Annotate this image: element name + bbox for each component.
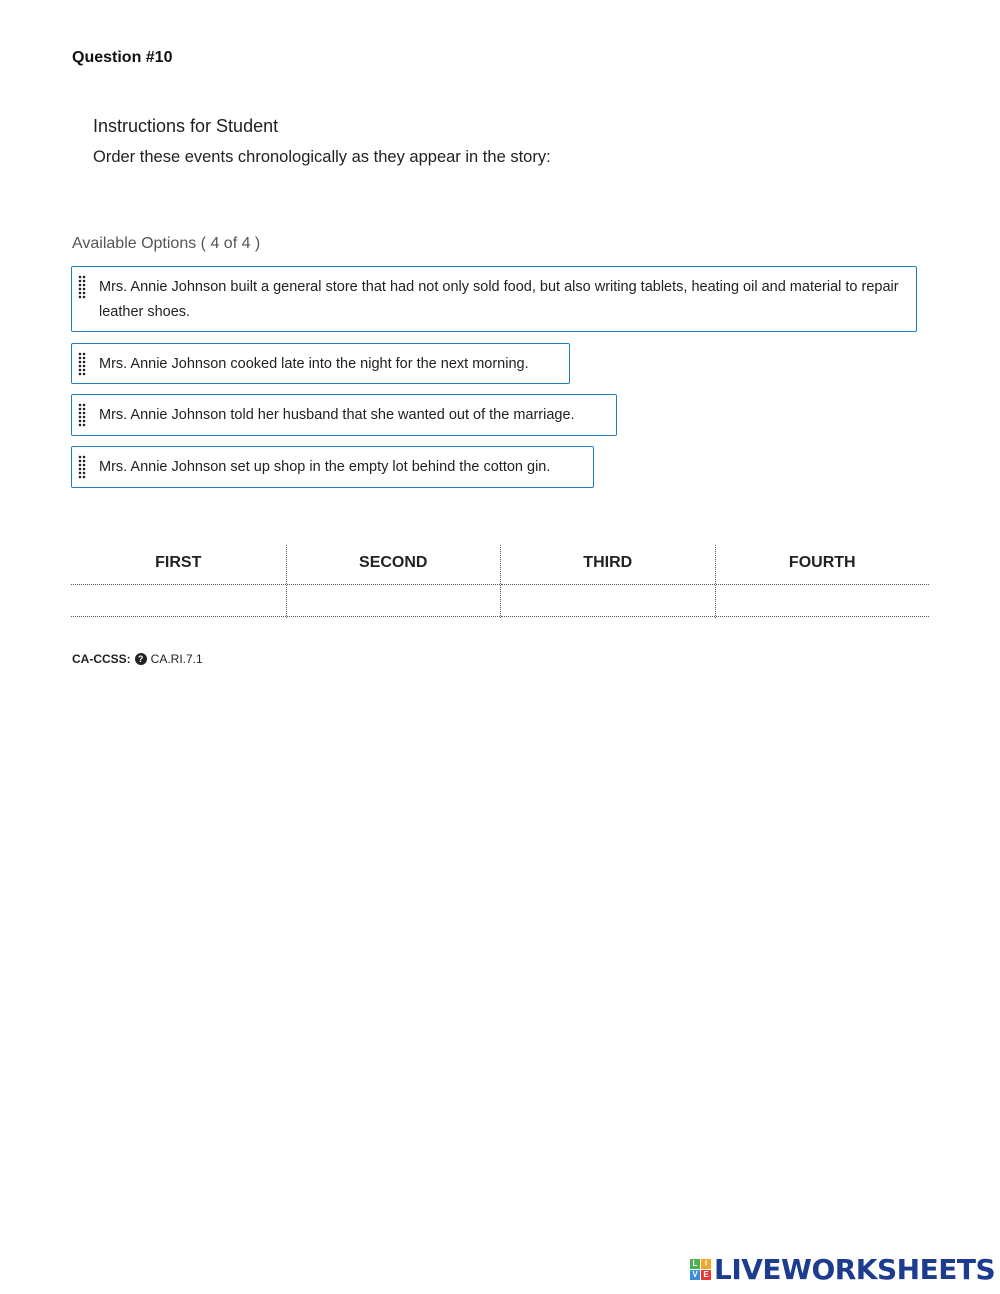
column-header: FIRST — [71, 545, 286, 585]
instructions-text: Order these events chronologically as they appear in the story: — [93, 148, 551, 166]
logo-letter: L — [690, 1259, 700, 1269]
option-card[interactable] — [71, 394, 617, 436]
drop-zone-fourth[interactable] — [716, 587, 930, 617]
logo-letter: E — [701, 1270, 711, 1280]
logo-text: LIVEWORKSHEETS — [714, 1252, 996, 1286]
available-options-heading: Available Options ( 4 of 4 ) — [72, 235, 261, 252]
standards-label: CA-CCSS: — [72, 652, 131, 666]
option-text: Mrs. Annie Johnson cooked late into the night for the next morning. — [99, 356, 529, 372]
drag-handle-icon[interactable] — [78, 275, 86, 299]
column-header: SECOND — [287, 545, 501, 585]
logo-letter: V — [690, 1270, 700, 1280]
option-card[interactable] — [71, 446, 594, 488]
drop-zone-third[interactable] — [501, 587, 715, 617]
column-header: FOURTH — [716, 545, 930, 585]
drop-zone-second[interactable] — [287, 587, 501, 617]
option-text: Mrs. Annie Johnson built a general store that had not only sold food, but also writing tablets, heating oil and material to repair leather shoes. — [99, 279, 899, 320]
order-column-third — [500, 545, 715, 618]
help-icon[interactable]: ? — [135, 653, 147, 665]
order-table — [71, 545, 929, 618]
drag-handle-icon[interactable] — [78, 403, 86, 427]
option-card[interactable] — [71, 266, 917, 332]
drag-handle-icon[interactable] — [78, 455, 86, 479]
option-text: Mrs. Annie Johnson told her husband that she wanted out of the marriage. — [99, 407, 575, 423]
option-card[interactable] — [71, 343, 570, 384]
order-column-fourth — [715, 545, 930, 618]
drop-zone-first[interactable] — [71, 587, 286, 617]
instructions-heading: Instructions for Student — [93, 116, 279, 136]
column-header: THIRD — [501, 545, 715, 585]
liveworksheets-logo — [690, 1252, 995, 1286]
order-column-first — [71, 545, 286, 618]
option-text: Mrs. Annie Johnson set up shop in the empty lot behind the cotton gin. — [99, 459, 551, 475]
standard-code: CA.RI.7.1 — [150, 652, 203, 666]
logo-letter: I — [701, 1259, 711, 1269]
drag-handle-icon[interactable] — [78, 352, 86, 376]
logo-mark-icon — [690, 1259, 711, 1280]
question-title: Question #10 — [72, 49, 173, 66]
standards-line — [72, 652, 203, 666]
order-column-second — [286, 545, 501, 618]
